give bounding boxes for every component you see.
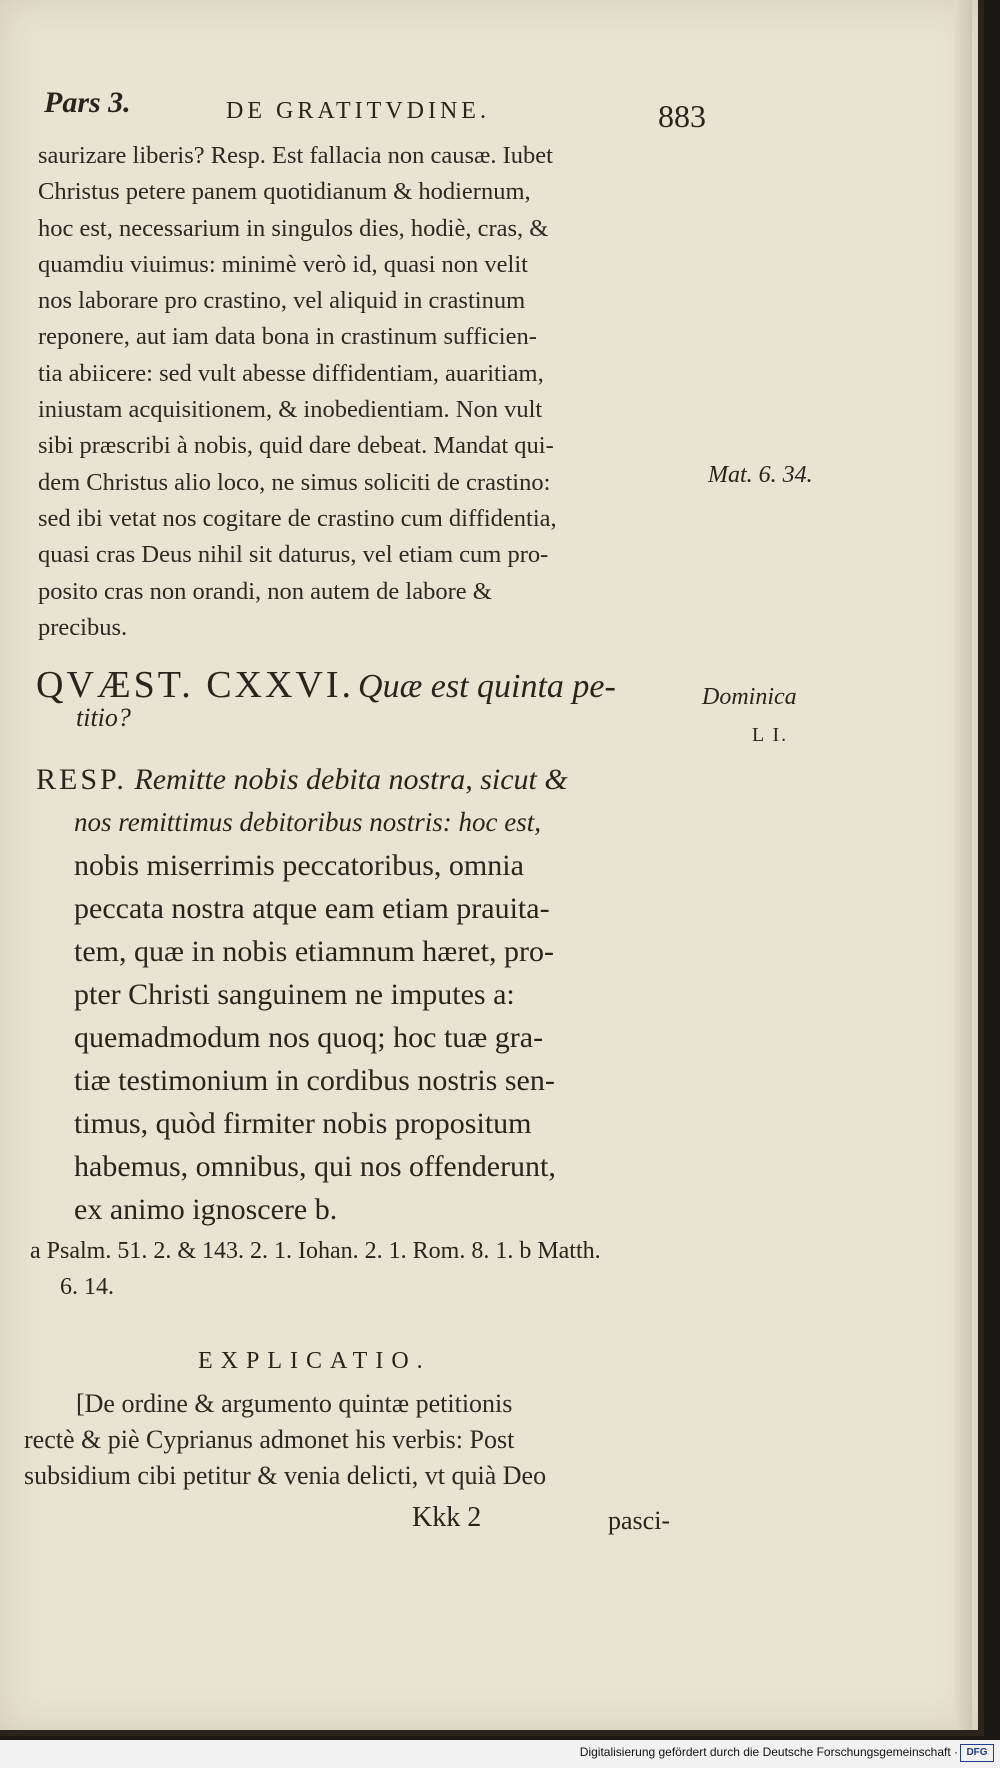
answer-line: tem, quæ in nobis etiamnum hæret, pro- bbox=[74, 935, 554, 968]
answer-line: habemus, omnibus, qui nos offenderunt, bbox=[74, 1150, 556, 1183]
question-text-cont: titio? bbox=[76, 703, 131, 732]
explicatio-heading: EXPLICATIO. bbox=[198, 1348, 431, 1374]
body-line: posito cras non orandi, non autem de labore & bbox=[38, 577, 492, 605]
footnotes bbox=[30, 1233, 710, 1305]
explicatio-line: [De ordine & argumento quintæ petitionis bbox=[76, 1389, 513, 1418]
explicatio-text bbox=[24, 1386, 714, 1494]
answer-line: nos remittimus debitoribus nostris: hoc est, bbox=[74, 807, 542, 837]
explicatio-line: subsidium cibi petitur & venia delicti, vt quià Deo bbox=[24, 1461, 547, 1490]
body-line: hoc est, necessarium in singulos dies, hodiè, cras, & bbox=[38, 214, 549, 242]
footer-credit: Digitalisierung gefördert durch die Deutsche Forschungsgemeinschaft · bbox=[579, 1745, 958, 1759]
body-line: quasi cras Deus nihil sit daturus, vel etiam cum pro- bbox=[38, 541, 549, 569]
body-line: sed ibi vetat nos cogitare de crastino cum diffidentia, bbox=[38, 504, 557, 532]
body-line: precibus. bbox=[38, 613, 128, 641]
catchword: pasci- bbox=[608, 1506, 671, 1535]
body-line: saurizare liberis? Resp. Est fallacia non causæ. Iubet bbox=[38, 142, 553, 169]
explicatio-line: rectè & piè Cyprianus admonet his verbis: Post bbox=[24, 1425, 515, 1454]
body-line: iniustam acquisitionem, & inobedientiam. Non vult bbox=[38, 396, 543, 424]
margin-note-matthew: Mat. 6. 34. bbox=[708, 462, 813, 488]
running-head-title: DE GRATITVDINE. bbox=[226, 98, 490, 124]
answer-line: tiæ testimonium in cordibus nostris sen- bbox=[74, 1064, 555, 1097]
body-text bbox=[38, 138, 702, 646]
body-line: quamdiu viuimus: minimè verò id, quasi non velit bbox=[38, 250, 528, 278]
footnote-line: a Psalm. 51. 2. & 143. 2. 1. Iohan. 2. 1. Rom. 8. 1. b Matth. bbox=[30, 1238, 601, 1264]
body-line: reponere, aut iam data bona in crastinum sufficien- bbox=[38, 323, 537, 351]
question-label: QVÆST. CXXVI. bbox=[36, 664, 355, 706]
answer-line: pter Christi sanguinem ne imputes a: bbox=[74, 978, 515, 1011]
answer-label: RESP. bbox=[36, 763, 127, 796]
margin-note-dominica: Dominica bbox=[702, 684, 797, 710]
body-line: nos laborare pro crastino, vel aliquid in crastinum bbox=[38, 287, 526, 315]
answer-line: peccata nostra atque eam etiam prauita- bbox=[74, 892, 550, 925]
answer-line-first bbox=[36, 758, 716, 801]
question-block bbox=[36, 663, 716, 733]
margin-note-dominica-number: L I. bbox=[752, 724, 789, 746]
dfg-logo: DFG bbox=[960, 1744, 994, 1762]
answer-line: ex animo ignoscere b. bbox=[74, 1193, 338, 1226]
answer-line: nobis miserrimis peccatoribus, omnia bbox=[74, 849, 524, 882]
body-line: tia abiicere: sed vult abesse diffidentiam, auaritiam, bbox=[38, 359, 544, 387]
body-line: dem Christus alio loco, ne simus soliciti de crastino: bbox=[38, 468, 551, 496]
answer-line: timus, quòd firmiter nobis propositum bbox=[74, 1107, 532, 1140]
answer-line: quemadmodum nos quoq; hoc tuæ gra- bbox=[74, 1021, 544, 1054]
footnote-line: 6. 14. bbox=[60, 1274, 114, 1300]
page-number: 883 bbox=[658, 98, 706, 134]
running-head-part: Pars 3. bbox=[44, 86, 131, 119]
question-text: Quæ est quinta pe- bbox=[358, 668, 616, 705]
answer-block bbox=[36, 758, 716, 1231]
signature-mark: Kkk 2 bbox=[412, 1502, 482, 1533]
body-line: sibi præscribi à nobis, quid dare debeat. Mandat qui- bbox=[38, 432, 554, 460]
body-line: Christus petere panem quotidianum & hodiernum, bbox=[38, 178, 531, 206]
answer-line: Remitte nobis debita nostra, sicut & bbox=[134, 763, 568, 796]
page-edge bbox=[954, 0, 972, 1730]
